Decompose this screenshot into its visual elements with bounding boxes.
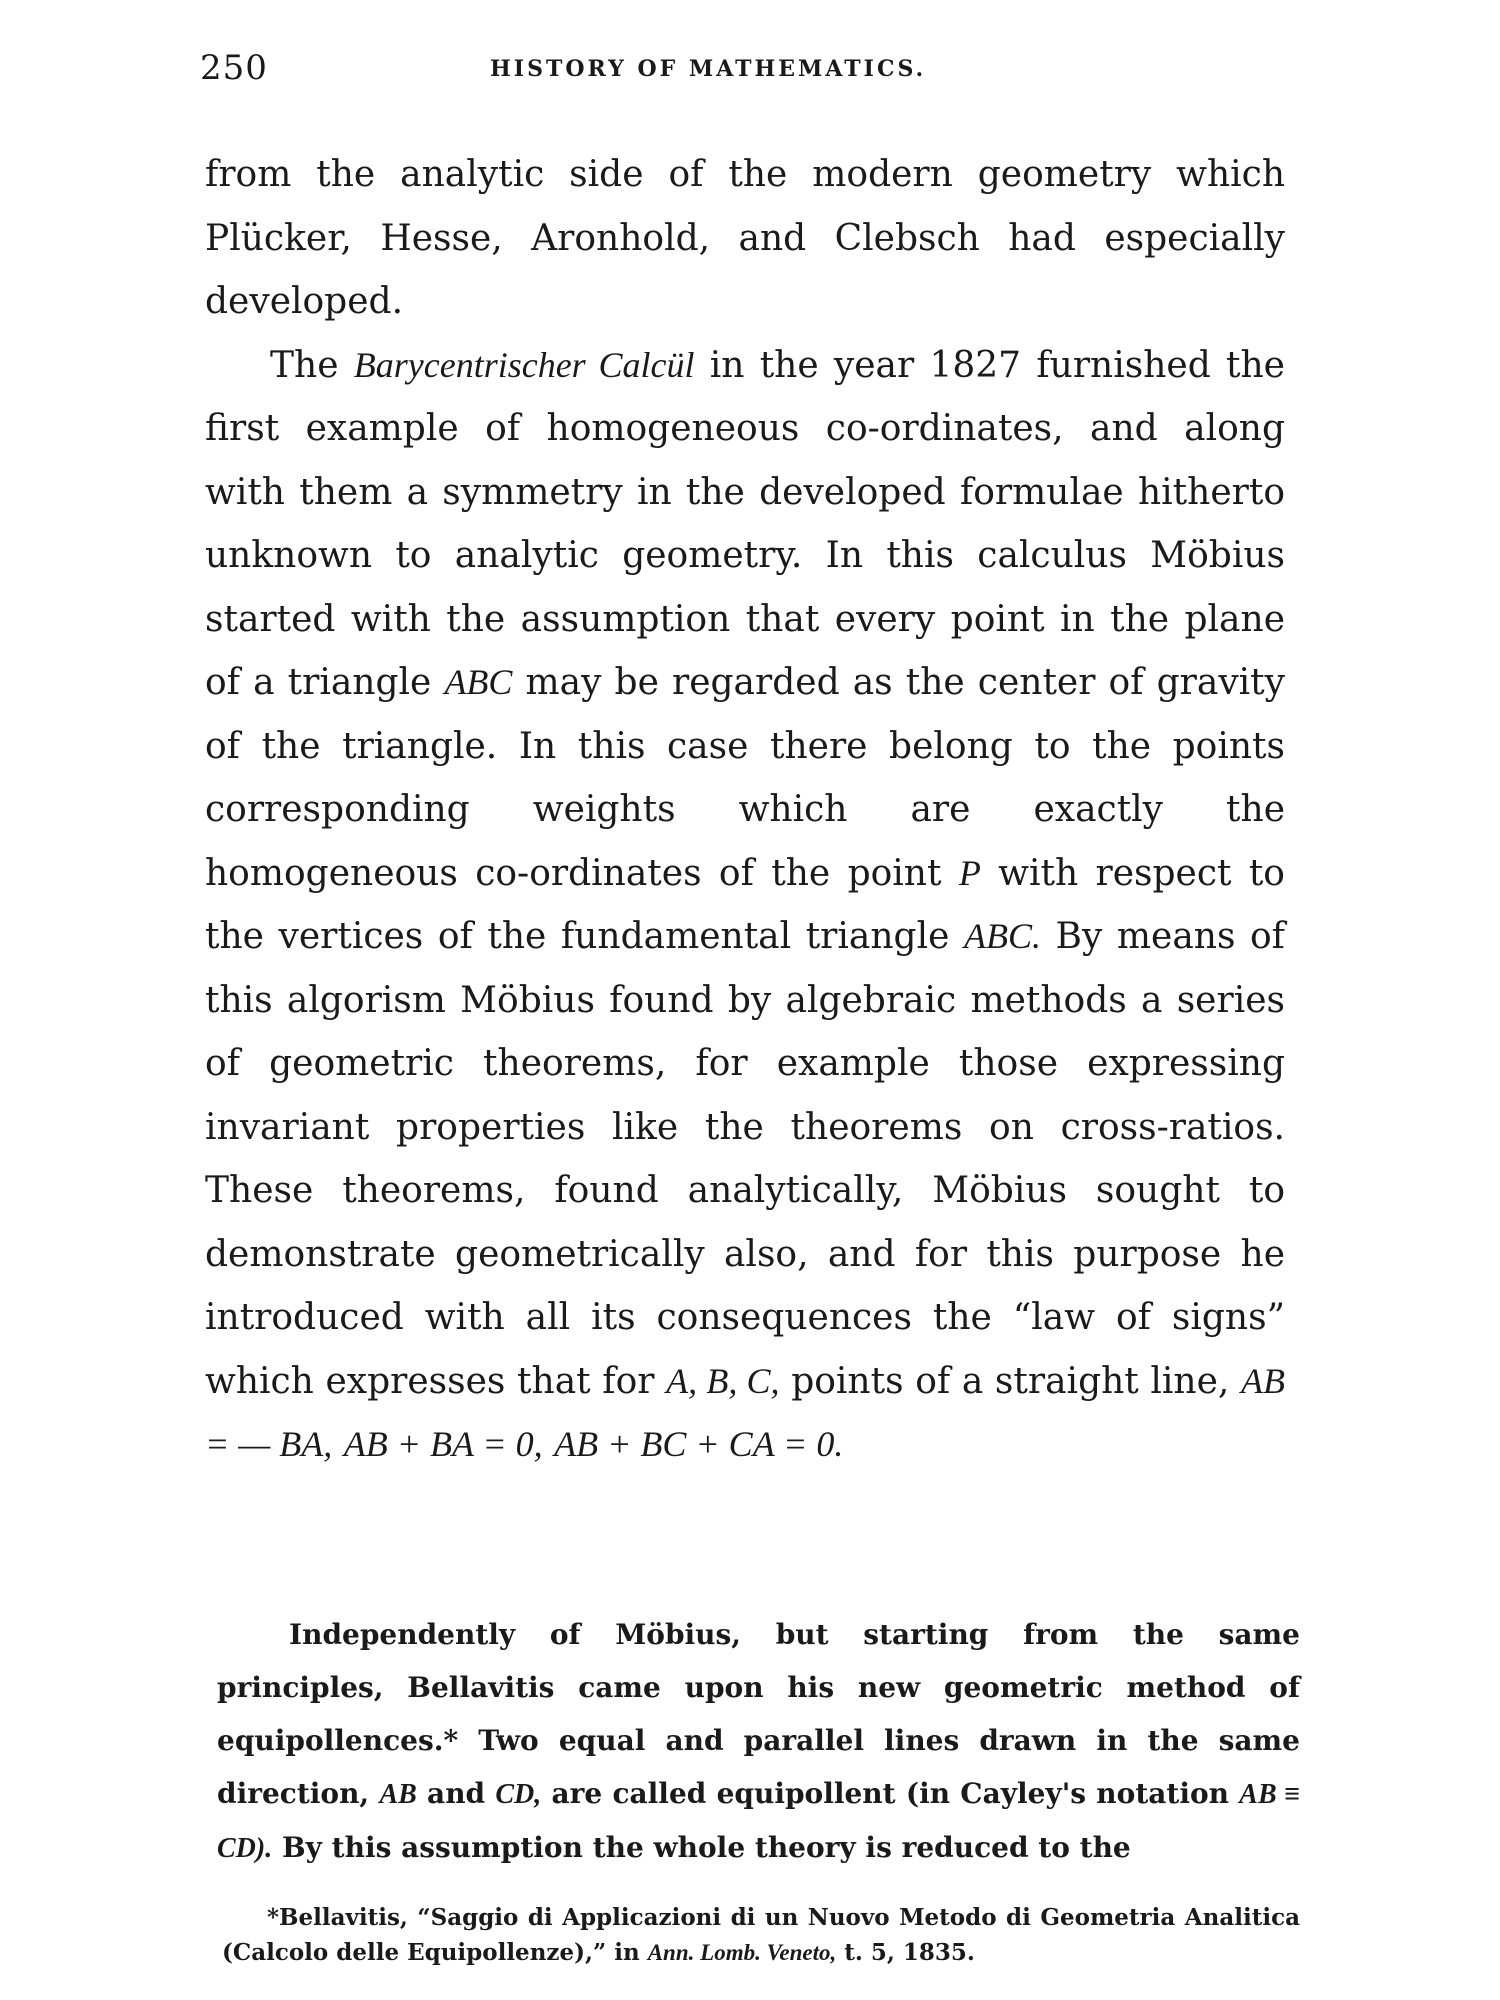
page-number: 250	[200, 48, 268, 88]
math-ab: AB	[379, 1779, 417, 1810]
text-run: with respect to the vertices of the fundamental triangle	[205, 852, 1285, 957]
journal-title: Ann. Lomb. Veneto,	[647, 1940, 837, 1965]
math-abc: ABC.	[963, 916, 1041, 956]
text-run: may be regarded as the center of gravity of the triangle. In this case there belong to the points corresponding weights which are exactly the homogeneous co-ordinates of the point	[205, 662, 1285, 894]
math-cd: CD,	[495, 1779, 542, 1810]
text-run: By means of this algorism Möbius found by algebraic methods a series of geometric theorems, for example those expressing invariant properties like the theorems on cross-ratios. These theorems, found analytically, Möbius sought to demonstrate geometrically also, and for this purpose he introduced with all its consequences the “law of signs” which expresses that for	[205, 916, 1286, 1402]
text-run: and	[427, 1777, 486, 1810]
text-run: t. 5, 1835.	[844, 1939, 975, 1966]
math-equipollence: AB ≡ CD).	[217, 1779, 1301, 1864]
text-run: points of a straight line,	[791, 1360, 1230, 1402]
footnote	[222, 1900, 1300, 1970]
math-equation: AB = — BA,	[205, 1360, 1286, 1464]
text-run: By this assumption the whole theory is reduced to the	[281, 1831, 1131, 1864]
body-text	[205, 143, 1285, 1477]
text-run: Independently of Möbius, but starting from the same principles, Bellavitis came upon his new geometric method of equipollences.* Two equal and parallel lines drawn in the same direction,	[217, 1618, 1300, 1810]
running-head	[200, 48, 1300, 98]
paragraph-barycentric	[205, 334, 1285, 1477]
text-run: are called equipollent (in Cayley's notation	[551, 1777, 1230, 1810]
text-run: in the year 1827 furnished the first example of homogeneous co-ordinates, and along with them a symmetry in the developed formulae hitherto unknown to analytic geometry. In this calculus Möbius started with the assumption that every point in the plane of a triangle	[205, 344, 1285, 703]
math-points: A, B, C,	[666, 1360, 780, 1401]
running-title: HISTORY OF MATHEMATICS.	[490, 56, 927, 82]
math-abc: ABC	[444, 662, 513, 702]
text-run: The	[270, 344, 339, 386]
paragraph-continued: from the analytic side of the modern geometry which Plücker, Hesse, Aronhold, and Clebsch had especially developed.	[205, 154, 1285, 322]
math-equation: AB + BC + CA = 0.	[554, 1424, 844, 1464]
small-print-paragraph	[217, 1608, 1300, 1875]
book-title: Barycentrischer Calcül	[353, 344, 695, 385]
math-equation: AB + BA = 0,	[343, 1424, 543, 1464]
text-run: *Bellavitis, “Saggio di Applicazioni di un Nuovo Metodo di Geometria Analitica (Calcolo delle Equipollenze),” in	[222, 1904, 1300, 1966]
math-p: P	[958, 852, 981, 893]
